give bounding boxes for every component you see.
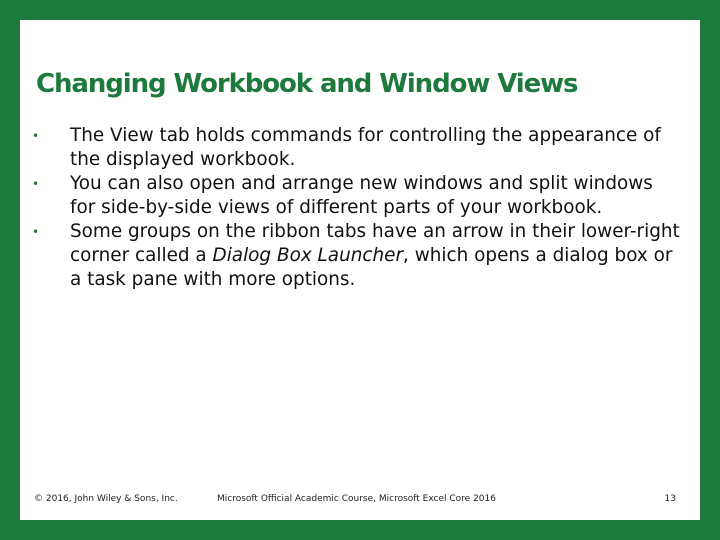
bullet-text: You can also open and arrange new windows and split windows for side-by-side views of different parts of your workbook. — [70, 173, 653, 218]
bullet-item — [32, 124, 682, 172]
bullet-text: The View tab holds commands for controlling the appearance of the displayed workbook. — [70, 125, 661, 170]
bullet-item — [32, 220, 682, 292]
bullet-marker: • — [32, 177, 40, 191]
bullet-list — [32, 124, 682, 292]
bullet-text-segment: Some groups on the ribbon tabs have an arrow in their lower-right corner called a — [70, 221, 680, 266]
bullet-text — [70, 221, 680, 290]
slide-title: Changing Workbook and Window Views — [36, 69, 578, 99]
bullet-marker: • — [32, 129, 40, 143]
bullet-text-segment: , which opens a dialog box or a task pane with more options. — [70, 245, 673, 290]
dialog-box-launcher-term: Dialog Box Launcher — [212, 245, 404, 266]
page-number: 13 — [664, 494, 676, 504]
bullet-marker: • — [32, 225, 40, 239]
footer-copyright: © 2016, John Wiley & Sons, Inc. — [34, 494, 178, 504]
slide — [20, 20, 700, 520]
footer-course: Microsoft Official Academic Course, Microsoft Excel Core 2016 — [217, 494, 496, 504]
bullet-item — [32, 172, 682, 220]
